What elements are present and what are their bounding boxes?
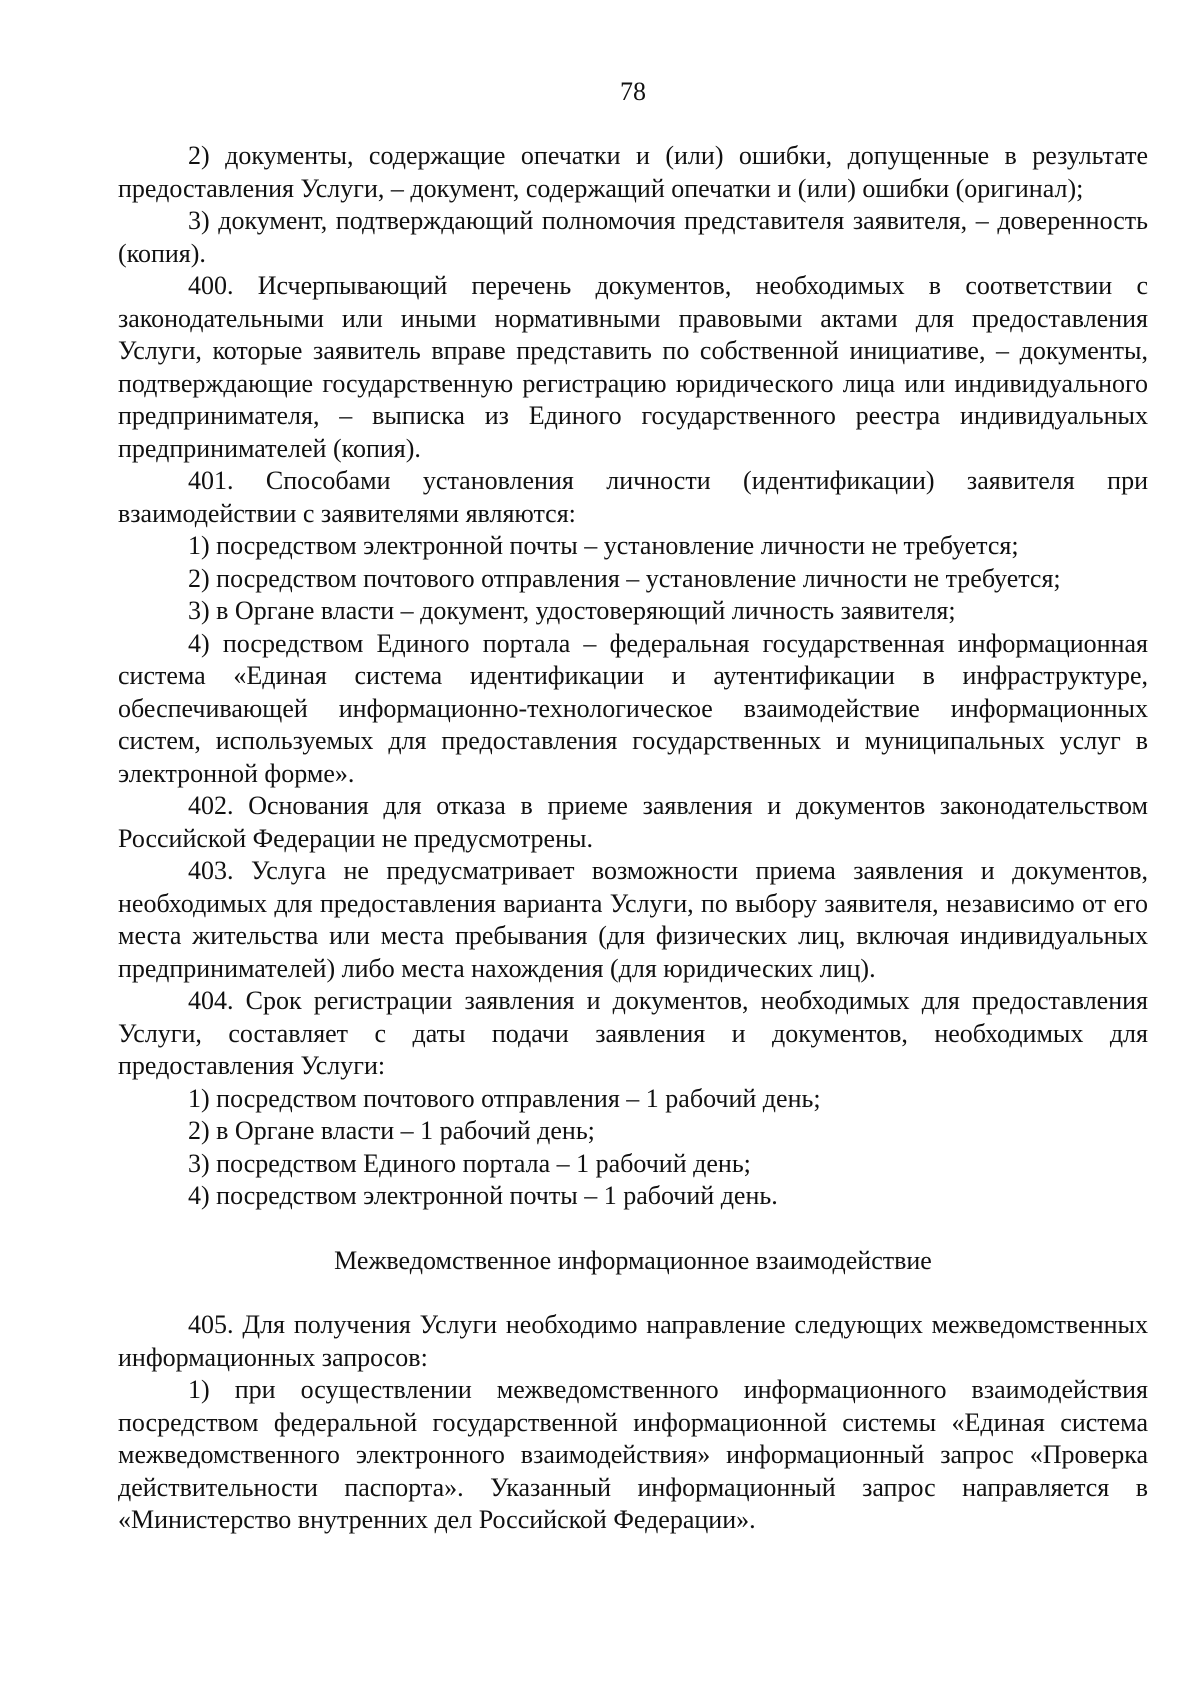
- paragraph-401-item-3: 3) в Органе власти – документ, удостоверяющий личность заявителя;: [188, 596, 956, 625]
- paragraph-401-item-1: 1) посредством электронной почты – установление личности не требуется;: [188, 531, 1019, 560]
- paragraph-404-item-4: 4) посредством электронной почты – 1 рабочий день.: [188, 1181, 778, 1210]
- paragraph-401: 401. Способами установления личности (идентификации) заявителя при взаимодействии с заявителями являются:: [118, 466, 1148, 528]
- page-number: 78: [620, 77, 646, 106]
- document-page: [118, 72, 1148, 1537]
- paragraph-401-item-4: 4) посредством Единого портала – федеральная государственная информационная система «Единая система идентификации и аутентификации в инфраструктуре, обеспечивающей информационно-технологическое взаимодействие информационных систем, используемых для предоставления государственных и муниципальных услуг в электронной форме».: [118, 628, 1148, 788]
- paragraph-item-3-power-of-attorney: 3) документ, подтверждающий полномочия представителя заявителя, – доверенность (копия).: [118, 206, 1148, 268]
- paragraph-403: 403. Услуга не предусматривает возможности приема заявления и документов, необходимых для предоставления варианта Услуги, по выбору заявителя, независимо от его места жительства или места пребывания (для физических лиц, включая индивидуальных предпринимателей) либо места нахождения (для юридических лиц).: [118, 856, 1148, 983]
- section-heading: Межведомственное информационное взаимодействие: [334, 1245, 932, 1275]
- paragraph-404-item-2: 2) в Органе власти – 1 рабочий день;: [188, 1116, 595, 1145]
- paragraph-400: 400. Исчерпывающий перечень документов, необходимых в соответствии с законодательными или иными нормативными правовыми актами для предоставления Услуги, которые заявитель вправе представить по собственной инициативе, – документы, подтверждающие государственную регистрацию юридического лица или индивидуального предпринимателя, – выписка из Единого государственного реестра индивидуальных предпринимателей (копия).: [118, 271, 1148, 463]
- paragraph-405: 405. Для получения Услуги необходимо направление следующих межведомственных информационных запросов:: [118, 1310, 1148, 1372]
- paragraph-404-item-3: 3) посредством Единого портала – 1 рабочий день;: [188, 1148, 751, 1178]
- paragraph-405-item-1: 1) при осуществлении межведомственного информационного взаимодействия посредством федеральной государственной информационной системы «Единая система межведомственного электронного взаимодействия» информационный запрос «Проверка действительности паспорта». Указанный информационный запрос направляется в «Министерство внутренних дел Российской Федерации».: [118, 1375, 1148, 1534]
- paragraph-404: 404. Срок регистрации заявления и документов, необходимых для предоставления Услуги, составляет с даты подачи заявления и документов, необходимых для предоставления Услуги:: [118, 986, 1148, 1080]
- paragraph-404-item-1: 1) посредством почтового отправления – 1 рабочий день;: [188, 1083, 821, 1113]
- paragraph-401-item-2: 2) посредством почтового отправления – установление личности не требуется;: [188, 563, 1061, 593]
- paragraph-item-2-errors: 2) документы, содержащие опечатки и (или) ошибки, допущенные в результате предоставления Услуги, – документ, содержащий опечатки и (или) ошибки (оригинал);: [118, 141, 1148, 203]
- paragraph-402: 402. Основания для отказа в приеме заявления и документов законодательством Российской Федерации не предусмотрены.: [118, 791, 1148, 853]
